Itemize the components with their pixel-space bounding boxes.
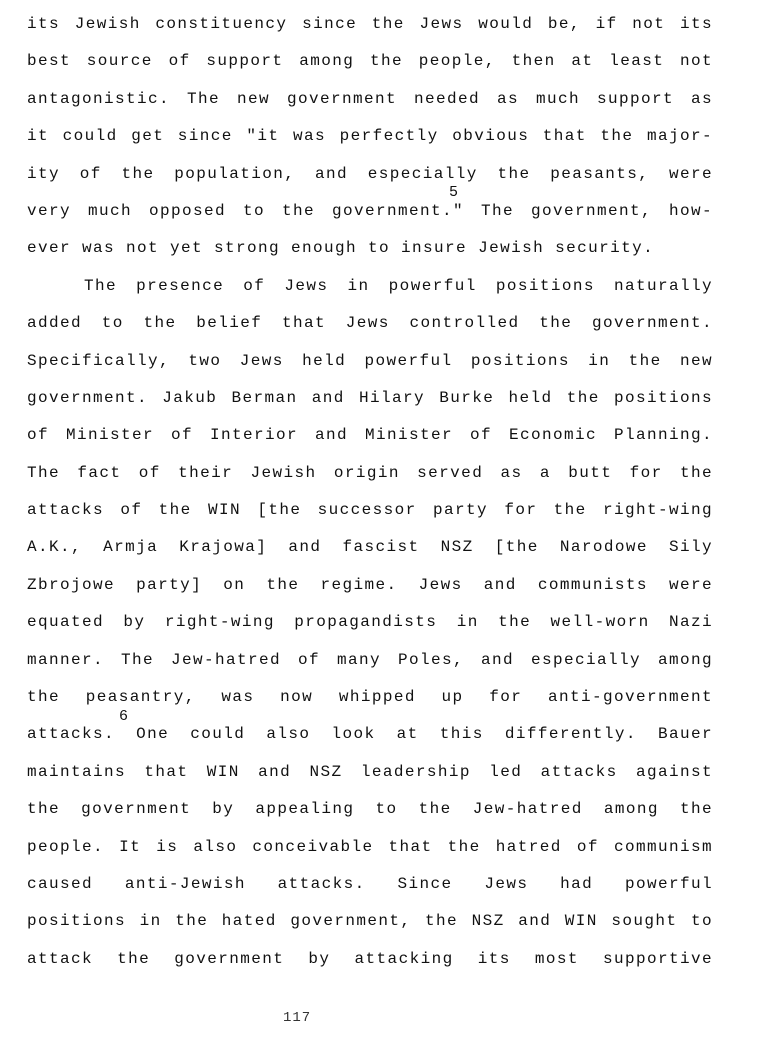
text-line: government. Jakub Berman and Hilary Burke held the positions — [27, 388, 713, 407]
text-line: it could get since "it was perfectly obvious that the major- — [27, 127, 713, 146]
footnote-marker: 5 — [449, 184, 459, 201]
text-line: the peasantry, was now whipped up for anti-government — [27, 688, 713, 707]
text-line: Zbrojowe party] on the regime. Jews and communists were — [27, 575, 713, 594]
text-line: attack the government by attacking its most supportive — [27, 949, 713, 968]
text-line: ever was not yet strong enough to insure Jewish security. — [27, 239, 655, 258]
text-line: A.K., Armja Krajowa] and fascist NSZ [the Narodowe Sily — [27, 538, 713, 557]
text-line: very much opposed to the government." The government, how- — [27, 201, 713, 220]
text-line: of Minister of Interior and Minister of Economic Planning. — [27, 426, 713, 445]
document-body — [27, 6, 713, 978]
text-line: The fact of their Jewish origin served as a butt for the — [27, 463, 713, 482]
text-line: best source of support among the people, then at least not — [27, 52, 713, 71]
text-line: added to the belief that Jews controlled the government. — [27, 314, 713, 333]
text-line: the government by appealing to the Jew-hatred among the — [27, 800, 713, 819]
text-line: its Jewish constituency since the Jews would be, if not its — [27, 15, 713, 33]
text-line: manner. The Jew-hatred of many Poles, and especially among — [27, 650, 713, 669]
text-line: attacks of the WIN [the successor party for the right-wing — [27, 501, 713, 520]
text-line: people. It is also conceivable that the hatred of communism — [27, 837, 713, 856]
text-line: maintains that WIN and NSZ leadership led attacks against — [27, 762, 713, 781]
text-line: positions in the hated government, the NSZ and WIN sought to — [27, 912, 713, 931]
text-line: Specifically, two Jews held powerful positions in the new — [27, 351, 713, 370]
text-line: equated by right-wing propagandists in the well-worn Nazi — [27, 613, 713, 632]
footnote-marker: 6 — [119, 708, 129, 725]
text-line: The presence of Jews in powerful positions naturally — [84, 276, 713, 295]
page-number: 117 — [283, 1010, 312, 1026]
text-line: antagonistic. The new government needed as much support as — [27, 89, 713, 108]
text-line: attacks. One could also look at this differently. Bauer — [27, 725, 713, 744]
text-line: ity of the population, and especially the peasants, were — [27, 164, 713, 183]
text-line: caused anti-Jewish attacks. Since Jews had powerful — [27, 874, 713, 893]
